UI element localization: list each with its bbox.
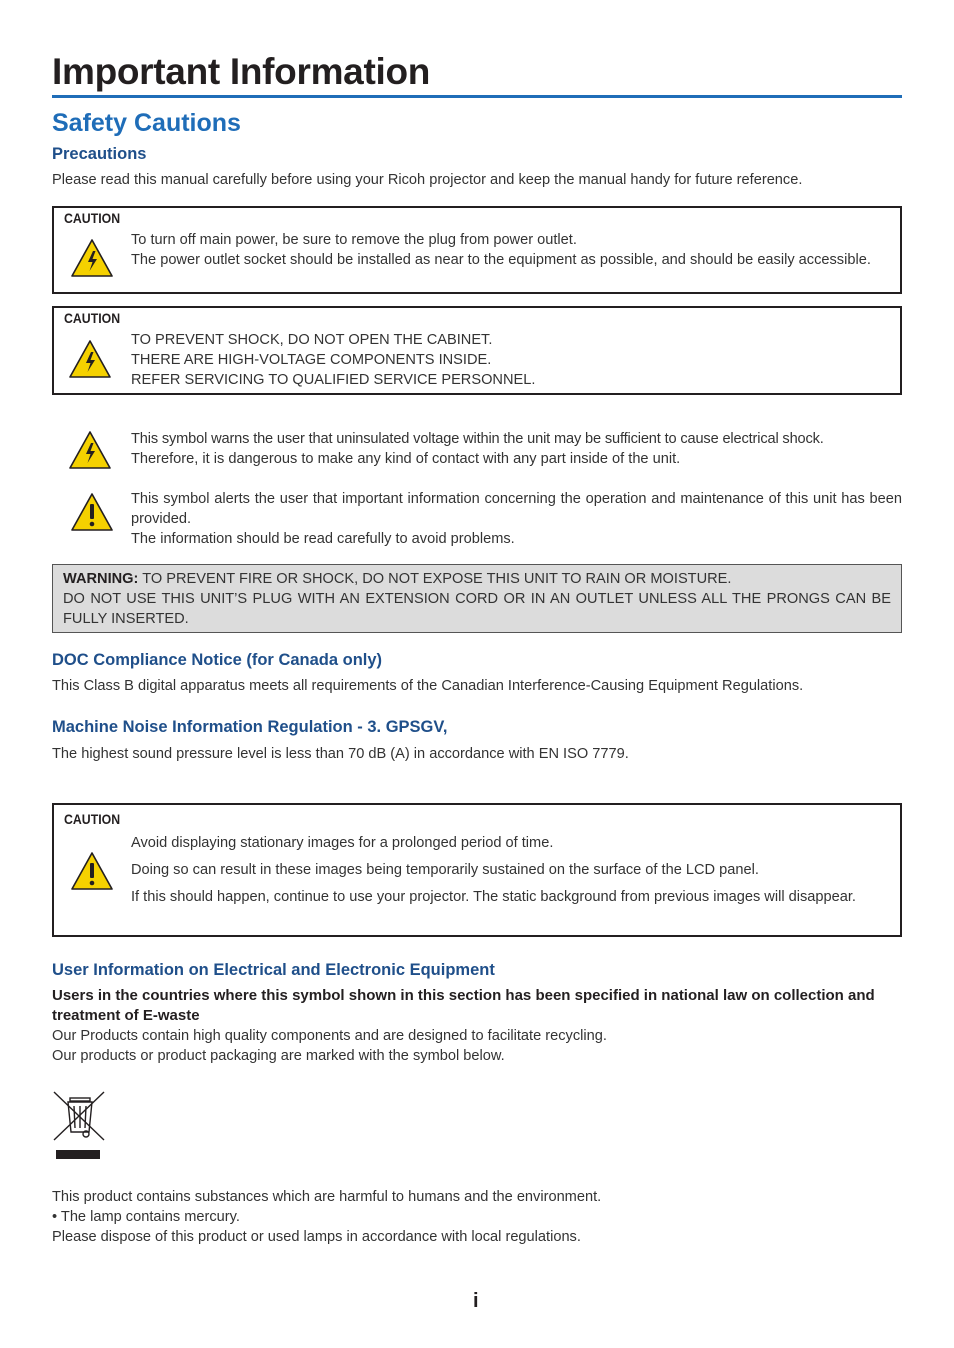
weee-lead: Users in the countries where this symbol shown in this section has been specified in national law on collection and treatment of E-waste (52, 987, 875, 1024)
caution-label: CAUTION (64, 811, 121, 827)
caution-box-image-retention (52, 803, 902, 937)
symbol-line: Therefore, it is dangerous to make any kind of contact with any part inside of the unit. (131, 451, 681, 467)
caution-text (131, 330, 890, 390)
weee-footer-line: • The lamp contains mercury. (52, 1209, 240, 1225)
caution-line: To turn off main power, be sure to remove the plug from power outlet. (131, 232, 577, 248)
caution-text (131, 832, 890, 908)
title-rule (52, 95, 902, 98)
warning-label: WARNING: (63, 571, 139, 587)
exclamation-warning-icon (70, 492, 114, 532)
crossed-out-wheelie-bin-icon (52, 1090, 106, 1162)
caution-text (131, 230, 890, 270)
caution-box-power (52, 206, 902, 294)
caution-line: TO PREVENT SHOCK, DO NOT OPEN THE CABINET. (131, 332, 493, 348)
caution-line: THERE ARE HIGH-VOLTAGE COMPONENTS INSIDE. (131, 352, 492, 368)
noise-text: The highest sound pressure level is less than 70 dB (A) in accordance with EN ISO 7779. (52, 746, 629, 762)
caution-line: If this should happen, continue to use your projector. The static background from previous images will disappear. (131, 889, 856, 905)
page-title: Important Information (52, 51, 431, 92)
caution-line: The power outlet socket should be installed as near to the equipment as possible, and should be easily accessible. (131, 252, 871, 268)
noise-heading: Machine Noise Information Regulation - 3. GPSGV, (52, 718, 448, 736)
caution-label: CAUTION (64, 310, 121, 326)
weee-footer-line: Please dispose of this product or used lamps in accordance with local regulations. (52, 1229, 581, 1245)
warning-text: TO PREVENT FIRE OR SHOCK, DO NOT EXPOSE THIS UNIT TO RAIN OR MOISTURE. (142, 571, 732, 587)
attention-symbol-text (131, 489, 902, 549)
precautions-intro: Please read this manual carefully before using your Ricoh projector and keep the manual handy for future reference. (52, 172, 803, 188)
warning-line-1 (63, 569, 891, 589)
page-number: i (473, 1290, 479, 1312)
weee-footer-line: This product contains substances which are harmful to humans and the environment. (52, 1189, 602, 1205)
caution-label: CAUTION (64, 210, 121, 226)
exclamation-warning-icon (70, 851, 114, 891)
section-title: Safety Cautions (52, 109, 241, 137)
weee-footer (52, 1187, 902, 1247)
doc-text: This Class B digital apparatus meets all requirements of the Canadian Interference-Causing Equipment Regulations. (52, 678, 804, 694)
caution-line: REFER SERVICING TO QUALIFIED SERVICE PERSONNEL. (131, 372, 536, 388)
weee-line: Our Products contain high quality components and are designed to facilitate recycling. (52, 1028, 607, 1044)
symbol-line: This symbol warns the user that uninsulated voltage within the unit may be sufficient to cause electrical shock. (131, 431, 824, 447)
high-voltage-warning-icon (68, 339, 112, 379)
weee-text (52, 1026, 902, 1066)
warning-line-2: DO NOT USE THIS UNIT’S PLUG WITH AN EXTENSION CORD OR IN AN OUTLET UNLESS ALL THE PRONGS CAN BE FULLY INSERTED. (63, 591, 891, 627)
caution-line: Doing so can result in these images being temporarily sustained on the surface of the LCD panel. (131, 862, 759, 878)
doc-heading: DOC Compliance Notice (for Canada only) (52, 651, 383, 669)
caution-line: Avoid displaying stationary images for a prolonged period of time. (131, 835, 554, 851)
precautions-heading: Precautions (52, 145, 147, 163)
warning-box (52, 564, 902, 633)
high-voltage-warning-icon (68, 430, 112, 470)
symbol-line: This symbol alerts the user that important information concerning the operation and maintenance of this unit has been provided. (131, 491, 902, 527)
weee-line: Our products or product packaging are marked with the symbol below. (52, 1048, 505, 1064)
high-voltage-warning-icon (70, 238, 114, 278)
weee-heading: User Information on Electrical and Electronic Equipment (52, 961, 495, 979)
caution-box-shock (52, 306, 902, 395)
voltage-symbol-text (131, 429, 906, 469)
symbol-line: The information should be read carefully to avoid problems. (131, 531, 515, 547)
